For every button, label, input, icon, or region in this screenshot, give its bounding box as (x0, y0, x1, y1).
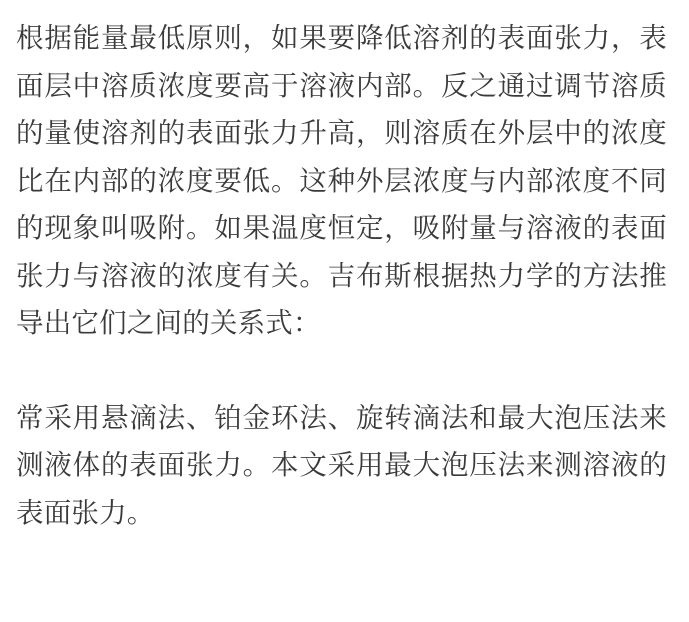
document-body (16, 14, 667, 536)
paragraph-gibbs-adsorption: 根据能量最低原则，如果要降低溶剂的表面张力，表面层中溶质浓度要高于溶液内部。反之通过调节溶质的量使溶剂的表面张力升高，则溶质在外层中的浓度比在内部的浓度要低。这种外层浓度与内部浓度不同的现象叫吸附。如果温度恒定，吸附量与溶液的表面张力与溶液的浓度有关。吉布斯根据热力学的方法推导出它们之间的关系式： (16, 22, 667, 338)
paragraph-measurement-methods: 常采用悬滴法、铂金环法、旋转滴法和最大泡压法来测液体的表面张力。本文采用最大泡压法来测溶液的表面张力。 (16, 401, 667, 528)
